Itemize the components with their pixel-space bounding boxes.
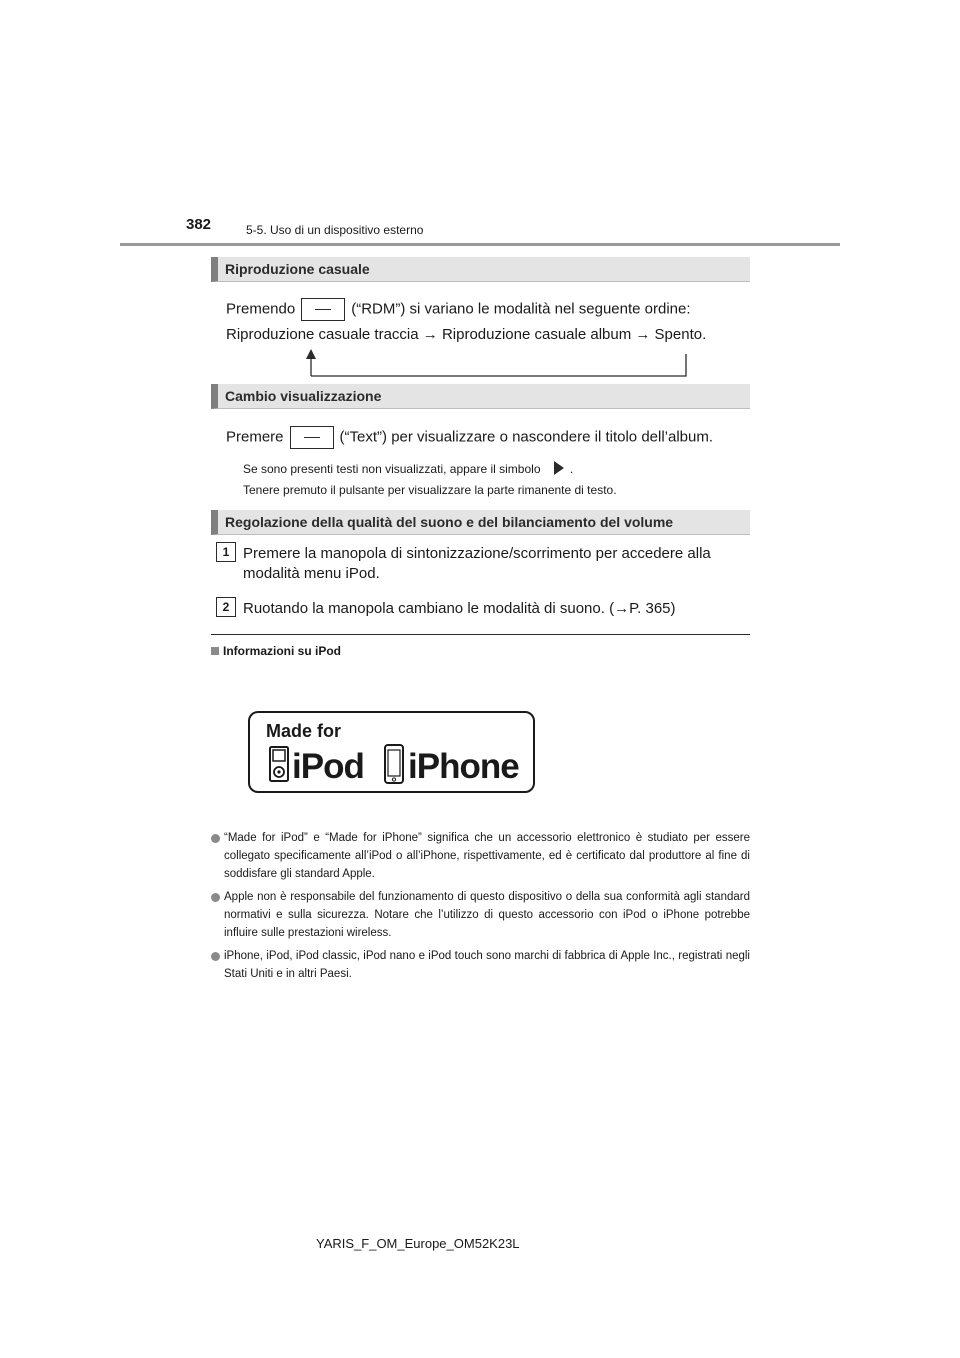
display-instruction-pre: Premere (226, 428, 284, 446)
heading-random-play (211, 257, 750, 282)
info-bullet-3-text: iPhone, iPod, iPod classic, iPod nano e iPod touch sono marchi di fabbrica di Apple Inc., registrati negli Stati Uniti e in altri Paesi. (224, 950, 750, 980)
heading-sound-adjust (211, 510, 750, 535)
info-bullet-3 (211, 947, 750, 983)
random-instruction (226, 298, 691, 321)
made-for-ipod-iphone-badge (248, 711, 535, 793)
heading-display-change-label: Cambio visualizzazione (225, 388, 382, 404)
cycle-arrow-icon (300, 346, 692, 378)
info-bullet-2 (211, 888, 750, 942)
info-square-icon (211, 647, 219, 655)
step-number-1: 1 (216, 542, 236, 562)
bullet-dot-icon (211, 893, 220, 902)
info-title-label: Informazioni su iPod (223, 644, 342, 658)
info-divider (211, 634, 750, 635)
rdm-button-icon (301, 298, 345, 321)
badge-made-for: Made for (266, 721, 342, 741)
display-instruction (226, 426, 713, 449)
step-2-line-1: Ruotando la manopola cambiano le modalità di suono. (→P. 365) (243, 600, 676, 617)
text-button-icon (290, 426, 334, 449)
page-number: 382 (186, 216, 212, 233)
random-instruction-pre: Premendo (226, 300, 296, 318)
random-mode-order: Riproduzione casuale traccia → Riproduzione casuale album → Spento. (226, 326, 707, 343)
info-bullet-1-text: “Made for iPod” e “Made for iPhone” significa che un accessorio elettronico è studiato per essere collegato specificamente all’iPod o all’iPhone, rispettivamente, ed è certificato dal produttore al fine di soddisfare gli standard Apple. (224, 832, 750, 880)
document-code: YARIS_F_OM_Europe_OM52K23L (316, 1236, 520, 1251)
step-number-2: 2 (216, 597, 236, 617)
header-divider (120, 243, 840, 246)
ipod-device-icon (269, 746, 289, 782)
bullet-dot-icon (211, 952, 220, 961)
display-note-pre: Se sono presenti testi non visualizzati, appare il simbolo (243, 462, 541, 476)
iphone-device-icon (384, 744, 404, 784)
more-text-symbol-icon (550, 460, 568, 476)
display-note-post: . (569, 462, 574, 476)
info-bullet-1 (211, 829, 750, 883)
info-title (211, 644, 341, 658)
heading-sound-adjust-label: Regolazione della qualità del suono e del bilanciamento del volume (225, 514, 674, 530)
badge-iphone: iPhone (408, 747, 519, 786)
info-bullet-2-text: Apple non è responsabile del funzionamento di questo dispositivo o della sua conformità agli standard normativi e sulla sicurezza. Notare che l’utilizzo di questo accessorio con iPod o iPhone potrebbe influire sulle prestazioni wireless. (224, 891, 750, 939)
heading-random-play-label: Riproduzione casuale (225, 261, 370, 277)
step-1-line-2: modalità menu iPod. (243, 565, 380, 582)
display-note-hold: Tenere premuto il pulsante per visualizzare la parte rimanente di testo. (243, 483, 617, 497)
badge-ipod: iPod (292, 747, 364, 786)
display-note-symbol (243, 460, 573, 476)
display-instruction-post: (“Text”) per visualizzare o nascondere il titolo dell’album. (339, 428, 714, 446)
heading-display-change (211, 384, 750, 409)
random-instruction-post: (“RDM”) si variano le modalità nel seguente ordine: (351, 300, 691, 318)
bullet-dot-icon (211, 834, 220, 843)
section-title: 5-5. Uso di un dispositivo esterno (246, 223, 424, 237)
step-1-line-1: Premere la manopola di sintonizzazione/scorrimento per accedere alla (243, 545, 711, 562)
